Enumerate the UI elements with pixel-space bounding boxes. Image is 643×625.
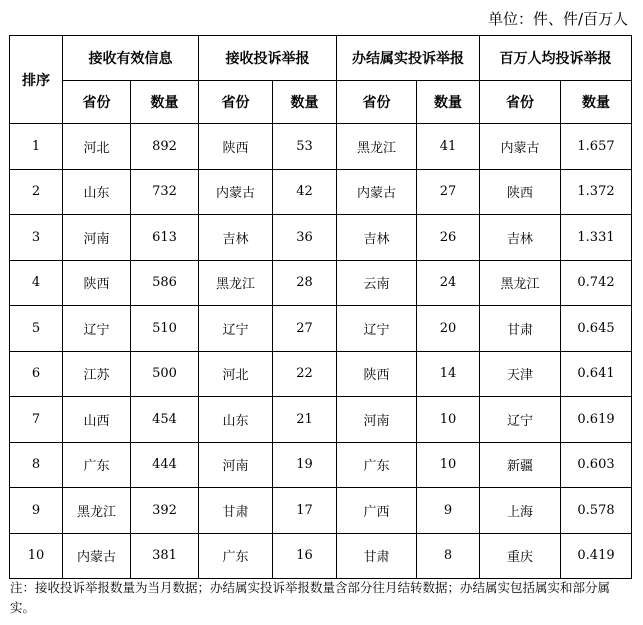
table-row <box>10 306 632 352</box>
rank-cell: 4 <box>10 260 63 306</box>
province-cell: 内蒙古 <box>480 124 561 170</box>
rank-cell: 10 <box>10 533 63 579</box>
rank-cell: 6 <box>10 351 63 397</box>
province-cell: 辽宁 <box>337 306 417 352</box>
count-cell: 0.641 <box>561 351 632 397</box>
province-cell: 甘肃 <box>337 533 417 579</box>
count-header: 数量 <box>417 81 480 124</box>
province-cell: 黑龙江 <box>63 488 131 534</box>
group-header-per-million: 百万人均投诉举报 <box>480 36 632 81</box>
count-cell: 28 <box>273 260 337 306</box>
ranking-table <box>9 35 632 579</box>
count-header: 数量 <box>131 81 199 124</box>
province-cell: 河北 <box>63 124 131 170</box>
count-cell: 41 <box>417 124 480 170</box>
count-cell: 16 <box>273 533 337 579</box>
province-cell: 吉林 <box>199 215 273 261</box>
province-cell: 甘肃 <box>480 306 561 352</box>
province-cell: 吉林 <box>480 215 561 261</box>
count-cell: 0.603 <box>561 442 632 488</box>
count-cell: 381 <box>131 533 199 579</box>
table-row <box>10 351 632 397</box>
rank-cell: 9 <box>10 488 63 534</box>
header-row-columns <box>10 81 632 124</box>
group-header-resolved: 办结属实投诉举报 <box>337 36 480 81</box>
province-cell: 陕西 <box>480 169 561 215</box>
province-cell: 陕西 <box>337 351 417 397</box>
province-cell: 河南 <box>337 397 417 443</box>
province-cell: 新疆 <box>480 442 561 488</box>
province-cell: 内蒙古 <box>199 169 273 215</box>
province-cell: 河南 <box>199 442 273 488</box>
count-cell: 0.645 <box>561 306 632 352</box>
province-cell: 河北 <box>199 351 273 397</box>
province-cell: 内蒙古 <box>63 533 131 579</box>
count-cell: 27 <box>417 169 480 215</box>
province-cell: 陕西 <box>199 124 273 170</box>
unit-label: 单位：件、件/百万人 <box>487 10 628 28</box>
table-row <box>10 533 632 579</box>
province-cell: 黑龙江 <box>480 260 561 306</box>
count-cell: 17 <box>273 488 337 534</box>
province-header: 省份 <box>337 81 417 124</box>
count-cell: 10 <box>417 442 480 488</box>
province-cell: 甘肃 <box>199 488 273 534</box>
count-cell: 1.657 <box>561 124 632 170</box>
count-cell: 454 <box>131 397 199 443</box>
count-cell: 392 <box>131 488 199 534</box>
province-cell: 山东 <box>199 397 273 443</box>
province-cell: 山东 <box>63 169 131 215</box>
count-cell: 21 <box>273 397 337 443</box>
count-cell: 0.742 <box>561 260 632 306</box>
rank-cell: 7 <box>10 397 63 443</box>
count-cell: 0.578 <box>561 488 632 534</box>
count-cell: 1.372 <box>561 169 632 215</box>
count-cell: 24 <box>417 260 480 306</box>
group-header-valid-info: 接收有效信息 <box>63 36 199 81</box>
rank-header: 排序 <box>10 36 63 124</box>
count-cell: 444 <box>131 442 199 488</box>
count-cell: 53 <box>273 124 337 170</box>
table-row <box>10 215 632 261</box>
province-cell: 黑龙江 <box>199 260 273 306</box>
group-header-complaints: 接收投诉举报 <box>199 36 337 81</box>
province-cell: 广东 <box>199 533 273 579</box>
count-cell: 36 <box>273 215 337 261</box>
count-cell: 22 <box>273 351 337 397</box>
count-cell: 892 <box>131 124 199 170</box>
rank-cell: 3 <box>10 215 63 261</box>
header-row-groups <box>10 36 632 81</box>
count-cell: 732 <box>131 169 199 215</box>
province-cell: 辽宁 <box>199 306 273 352</box>
province-cell: 河南 <box>63 215 131 261</box>
province-cell: 黑龙江 <box>337 124 417 170</box>
count-cell: 1.331 <box>561 215 632 261</box>
table-row <box>10 442 632 488</box>
province-cell: 辽宁 <box>480 397 561 443</box>
count-cell: 586 <box>131 260 199 306</box>
count-cell: 42 <box>273 169 337 215</box>
footnote: 注：接收投诉举报数量为当月数据；办结属实投诉举报数量含部分往月结转数据；办结属实包括属实和部分属实。 <box>10 580 611 615</box>
province-cell: 重庆 <box>480 533 561 579</box>
rank-cell: 1 <box>10 124 63 170</box>
province-cell: 辽宁 <box>63 306 131 352</box>
province-header: 省份 <box>199 81 273 124</box>
count-cell: 20 <box>417 306 480 352</box>
province-cell: 内蒙古 <box>337 169 417 215</box>
count-cell: 27 <box>273 306 337 352</box>
count-header: 数量 <box>561 81 632 124</box>
province-cell: 天津 <box>480 351 561 397</box>
rank-cell: 5 <box>10 306 63 352</box>
province-cell: 云南 <box>337 260 417 306</box>
province-cell: 江苏 <box>63 351 131 397</box>
count-cell: 0.619 <box>561 397 632 443</box>
table-row <box>10 169 632 215</box>
count-cell: 26 <box>417 215 480 261</box>
province-cell: 山西 <box>63 397 131 443</box>
province-cell: 陕西 <box>63 260 131 306</box>
count-cell: 19 <box>273 442 337 488</box>
count-cell: 14 <box>417 351 480 397</box>
count-header: 数量 <box>273 81 337 124</box>
province-cell: 广东 <box>63 442 131 488</box>
count-cell: 0.419 <box>561 533 632 579</box>
province-cell: 广东 <box>337 442 417 488</box>
table-row <box>10 397 632 443</box>
table-row <box>10 488 632 534</box>
table-row <box>10 260 632 306</box>
count-cell: 9 <box>417 488 480 534</box>
province-header: 省份 <box>480 81 561 124</box>
count-cell: 510 <box>131 306 199 352</box>
count-cell: 500 <box>131 351 199 397</box>
province-cell: 广西 <box>337 488 417 534</box>
province-cell: 上海 <box>480 488 561 534</box>
count-cell: 10 <box>417 397 480 443</box>
count-cell: 613 <box>131 215 199 261</box>
rank-cell: 2 <box>10 169 63 215</box>
province-header: 省份 <box>63 81 131 124</box>
province-cell: 吉林 <box>337 215 417 261</box>
rank-cell: 8 <box>10 442 63 488</box>
count-cell: 8 <box>417 533 480 579</box>
table-row <box>10 124 632 170</box>
